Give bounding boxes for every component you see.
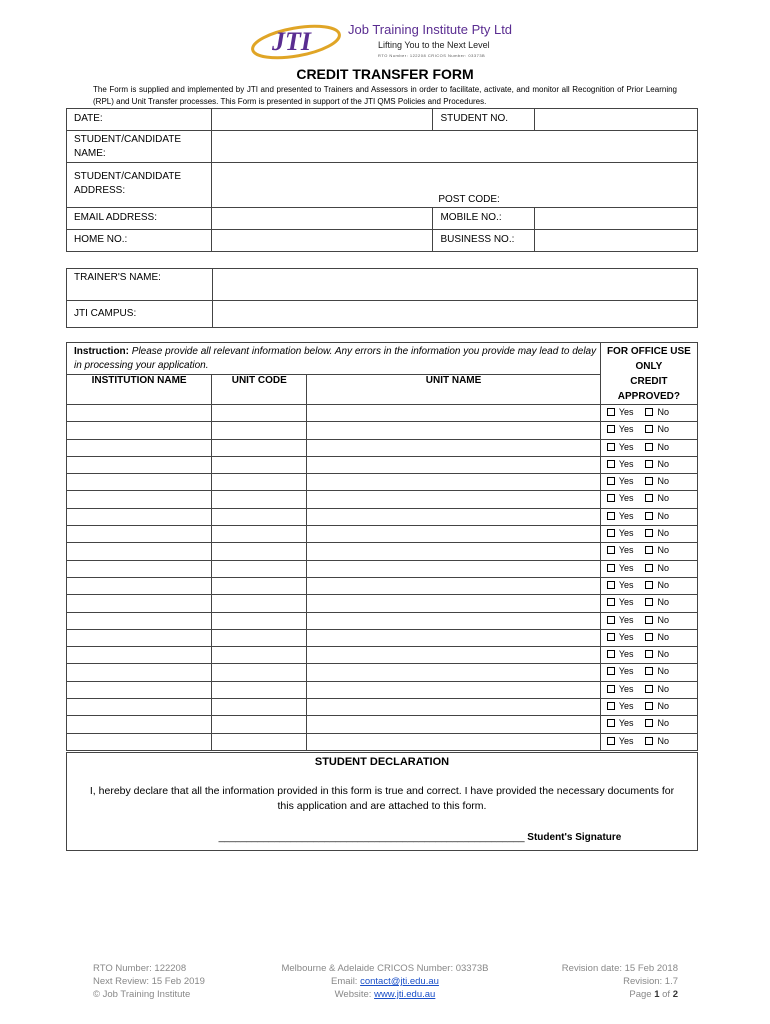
unit-name-cell[interactable] — [307, 716, 601, 733]
no-option[interactable] — [645, 580, 669, 590]
name-label: STUDENT/CANDIDATE NAME: — [67, 131, 212, 163]
no-option[interactable] — [645, 701, 669, 711]
no-option[interactable] — [645, 442, 669, 452]
unit-row — [67, 699, 698, 716]
institution-name-cell[interactable] — [67, 543, 212, 560]
office-use-header — [600, 343, 697, 405]
institution-name-cell[interactable] — [67, 526, 212, 543]
checkbox-icon — [645, 737, 653, 745]
institution-name-cell[interactable] — [67, 508, 212, 525]
yes-option[interactable] — [607, 459, 634, 469]
unit-code-cell[interactable] — [212, 612, 307, 629]
unit-row — [67, 664, 698, 681]
yes-option[interactable] — [607, 424, 634, 434]
no-option[interactable] — [645, 424, 669, 434]
business-label: BUSINESS NO.: — [433, 230, 535, 252]
footer-left — [93, 962, 205, 1001]
footer-page: Page 1 of 2 — [629, 989, 678, 1000]
yes-label: Yes — [618, 510, 634, 521]
form-intro: The Form is supplied and implemented by JTI and presented to Trainers and Assessors in order to facilitate, activate, and monitor all Recognition of Prior Learning (RPL) and Unit Transfer processes. This Form is presented in support of the JTI QMS Policies and Procedures. — [93, 85, 677, 106]
unit-row — [67, 681, 698, 698]
yes-option[interactable] — [607, 407, 634, 417]
checkbox-icon — [607, 546, 615, 554]
institution-name-cell[interactable] — [67, 560, 212, 577]
yes-option[interactable] — [607, 701, 634, 711]
checkbox-icon — [607, 650, 615, 658]
date-field[interactable] — [212, 109, 433, 131]
unit-name-cell[interactable] — [307, 439, 601, 456]
institution-name-cell[interactable] — [67, 595, 212, 612]
credit-approved-cell — [600, 716, 697, 733]
checkbox-icon — [645, 702, 653, 710]
checkbox-icon — [607, 494, 615, 502]
org-tagline: Lifting You to the Next Level — [378, 40, 490, 50]
unit-row — [67, 456, 698, 473]
unit-row — [67, 439, 698, 456]
unit-name-cell[interactable] — [307, 612, 601, 629]
yes-label: Yes — [618, 666, 634, 677]
institution-name-cell[interactable] — [67, 733, 212, 750]
checkbox-icon — [607, 667, 615, 675]
no-label: No — [657, 735, 669, 746]
home-label: HOME NO.: — [67, 230, 212, 252]
checkbox-icon — [607, 477, 615, 485]
unit-name-cell[interactable] — [307, 629, 601, 646]
credit-approved-cell — [600, 526, 697, 543]
unit-code-cell[interactable] — [212, 543, 307, 560]
no-label: No — [657, 631, 669, 642]
checkbox-icon — [607, 702, 615, 710]
checkbox-icon — [645, 667, 653, 675]
checkbox-icon — [607, 719, 615, 727]
instruction-label: Instruction: — [74, 346, 129, 357]
institution-name-cell[interactable] — [67, 405, 212, 422]
no-label: No — [657, 493, 669, 504]
unit-name-cell[interactable] — [307, 474, 601, 491]
no-label: No — [657, 545, 669, 556]
credit-approved-cell — [600, 543, 697, 560]
home-field[interactable] — [212, 230, 433, 252]
logo-text: JTI — [272, 27, 311, 56]
footer-next-review: Next Review: 15 Feb 2019 — [93, 976, 205, 987]
no-label: No — [657, 441, 669, 452]
unit-row — [67, 595, 698, 612]
credit-approved-cell — [600, 577, 697, 594]
checkbox-icon — [607, 512, 615, 520]
checkbox-icon — [645, 633, 653, 641]
unit-code-cell[interactable] — [212, 629, 307, 646]
credit-approved-cell — [600, 474, 697, 491]
checkbox-icon — [607, 529, 615, 537]
jti-logo-icon — [250, 18, 350, 62]
checkbox-icon — [645, 546, 653, 554]
yes-label: Yes — [618, 735, 634, 746]
declaration-title: STUDENT DECLARATION — [314, 756, 450, 768]
institution-name-cell[interactable] — [67, 474, 212, 491]
checkbox-icon — [645, 581, 653, 589]
unit-row — [67, 647, 698, 664]
checkbox-icon — [645, 719, 653, 727]
checkbox-icon — [645, 477, 653, 485]
credit-approved-cell — [600, 456, 697, 473]
date-label: DATE: — [67, 109, 212, 131]
yes-label: Yes — [618, 528, 634, 539]
unit-code-cell[interactable] — [212, 716, 307, 733]
footer-website-label: Website: — [334, 989, 375, 1000]
footer-center — [252, 962, 518, 1001]
unit-code-cell[interactable] — [212, 439, 307, 456]
student-no-label: STUDENT NO. — [433, 109, 535, 131]
institution-name-cell[interactable] — [67, 439, 212, 456]
institution-name-cell[interactable] — [67, 491, 212, 508]
no-label: No — [657, 666, 669, 677]
checkbox-icon — [645, 616, 653, 624]
yes-label: Yes — [618, 701, 634, 712]
yes-option[interactable] — [607, 615, 634, 625]
yes-option[interactable] — [607, 511, 634, 521]
no-label: No — [657, 424, 669, 435]
no-option[interactable] — [645, 563, 669, 573]
unit-code-cell[interactable] — [212, 474, 307, 491]
unit-name-cell[interactable] — [307, 647, 601, 664]
yes-option[interactable] — [607, 597, 634, 607]
address-label: STUDENT/CANDIDATE ADDRESS: — [67, 163, 212, 208]
unit-name-cell[interactable] — [307, 681, 601, 698]
checkbox-icon — [607, 564, 615, 572]
unit-name-cell[interactable] — [307, 456, 601, 473]
checkbox-icon — [607, 598, 615, 606]
checkbox-icon — [645, 650, 653, 658]
checkbox-icon — [645, 512, 653, 520]
unit-code-cell[interactable] — [212, 422, 307, 439]
institution-name-cell[interactable] — [67, 647, 212, 664]
student-details-table — [66, 108, 698, 252]
unit-row — [67, 733, 698, 750]
unit-code-cell[interactable] — [212, 681, 307, 698]
mobile-label: MOBILE NO.: — [433, 208, 535, 230]
checkbox-icon — [607, 460, 615, 468]
unit-row — [67, 405, 698, 422]
unit-row — [67, 491, 698, 508]
no-option[interactable] — [645, 493, 669, 503]
no-label: No — [657, 476, 669, 487]
checkbox-icon — [607, 581, 615, 589]
footer-rto: RTO Number: 122208 — [93, 963, 187, 974]
unit-name-cell[interactable] — [307, 405, 601, 422]
business-field[interactable] — [535, 230, 698, 252]
campus-field[interactable] — [213, 301, 698, 328]
yes-label: Yes — [618, 579, 634, 590]
unit-name-cell[interactable] — [307, 664, 601, 681]
unit-code-cell[interactable] — [212, 595, 307, 612]
institution-name-cell[interactable] — [67, 422, 212, 439]
credit-approved-cell — [600, 422, 697, 439]
no-label: No — [657, 683, 669, 694]
yes-option[interactable] — [607, 493, 634, 503]
no-option[interactable] — [645, 632, 669, 642]
instruction-cell — [67, 343, 601, 375]
checkbox-icon — [607, 616, 615, 624]
unit-code-cell[interactable] — [212, 526, 307, 543]
checkbox-icon — [645, 564, 653, 572]
unit-code-cell[interactable] — [212, 491, 307, 508]
yes-label: Yes — [618, 424, 634, 435]
unit-code-cell[interactable] — [212, 699, 307, 716]
col-unit-name: UNIT NAME — [307, 374, 601, 405]
no-option[interactable] — [645, 528, 669, 538]
unit-code-cell[interactable] — [212, 560, 307, 577]
footer-email-link[interactable]: contact@jti.edu.au — [360, 976, 439, 987]
unit-row — [67, 612, 698, 629]
office-use-label: FOR OFFICE USE ONLY — [606, 346, 691, 372]
checkbox-icon — [645, 408, 653, 416]
no-label: No — [657, 528, 669, 539]
unit-row — [67, 716, 698, 733]
yes-label: Yes — [618, 649, 634, 660]
no-option[interactable] — [645, 407, 669, 417]
no-option[interactable] — [645, 684, 669, 694]
footer-website-link[interactable]: www.jti.edu.au — [374, 989, 436, 1000]
footer-right — [562, 962, 678, 1001]
form-title: CREDIT TRANSFER FORM — [296, 66, 474, 82]
checkbox-icon — [645, 598, 653, 606]
footer-email-label: Email: — [331, 976, 361, 987]
no-option[interactable] — [645, 597, 669, 607]
yes-label: Yes — [618, 718, 634, 729]
unit-row — [67, 560, 698, 577]
unit-name-cell[interactable] — [307, 699, 601, 716]
institution-name-cell[interactable] — [67, 664, 212, 681]
yes-label: Yes — [618, 493, 634, 504]
unit-code-cell[interactable] — [212, 647, 307, 664]
signature-underline: _______________________________________________________ — [218, 832, 525, 843]
checkbox-icon — [607, 425, 615, 433]
yes-label: Yes — [618, 597, 634, 608]
checkbox-icon — [645, 685, 653, 693]
no-label: No — [657, 458, 669, 469]
mobile-field[interactable] — [535, 208, 698, 230]
institution-name-cell[interactable] — [67, 612, 212, 629]
credit-approved-cell — [600, 612, 697, 629]
yes-option[interactable] — [607, 632, 634, 642]
unit-name-cell[interactable] — [307, 526, 601, 543]
checkbox-icon — [645, 443, 653, 451]
checkbox-icon — [607, 633, 615, 641]
unit-name-cell[interactable] — [307, 422, 601, 439]
checkbox-icon — [645, 425, 653, 433]
yes-option[interactable] — [607, 718, 634, 728]
yes-label: Yes — [618, 683, 634, 694]
unit-code-cell[interactable] — [212, 664, 307, 681]
unit-row — [67, 543, 698, 560]
trainer-table — [66, 268, 698, 328]
checkbox-icon — [607, 737, 615, 745]
unit-name-cell[interactable] — [307, 543, 601, 560]
institution-name-cell[interactable] — [67, 577, 212, 594]
unit-row — [67, 577, 698, 594]
no-label: No — [657, 562, 669, 573]
yes-option[interactable] — [607, 649, 634, 659]
unit-code-cell[interactable] — [212, 456, 307, 473]
declaration-table — [66, 752, 698, 851]
yes-label: Yes — [618, 631, 634, 642]
unit-name-cell[interactable] — [307, 508, 601, 525]
declaration-cell — [67, 753, 698, 851]
footer-revision: Revision: 1.7 — [623, 976, 678, 987]
no-option[interactable] — [645, 545, 669, 555]
credit-approved-cell — [600, 647, 697, 664]
declaration-text: I, hereby declare that all the information provided in this form is true and correct. I have provided the necessary documents for this application and are attached to this form. — [89, 785, 675, 812]
yes-label: Yes — [618, 407, 634, 417]
no-option[interactable] — [645, 666, 669, 676]
institution-name-cell[interactable] — [67, 456, 212, 473]
checkbox-icon — [645, 460, 653, 468]
footer-cricos: Melbourne & Adelaide CRICOS Number: 03373B — [281, 963, 489, 974]
name-field[interactable] — [212, 131, 698, 163]
yes-label: Yes — [618, 458, 634, 469]
unit-row — [67, 474, 698, 491]
email-label: EMAIL ADDRESS: — [67, 208, 212, 230]
checkbox-icon — [607, 408, 615, 416]
footer-revision-date: Revision date: 15 Feb 2018 — [561, 963, 678, 974]
yes-label: Yes — [618, 545, 634, 556]
unit-name-cell[interactable] — [307, 577, 601, 594]
credit-approved-cell — [600, 405, 697, 422]
address-field[interactable] — [212, 163, 698, 208]
col-institution-name: INSTITUTION NAME — [67, 374, 212, 405]
no-option[interactable] — [645, 649, 669, 659]
yes-option[interactable] — [607, 442, 634, 452]
no-option[interactable] — [645, 476, 669, 486]
signature-line[interactable] — [67, 814, 697, 843]
credit-approved-cell — [600, 595, 697, 612]
unit-name-cell[interactable] — [307, 733, 601, 750]
no-option[interactable] — [645, 736, 669, 746]
jti-logo — [250, 18, 530, 62]
no-label: No — [657, 597, 669, 608]
yes-option[interactable] — [607, 476, 634, 486]
no-label: No — [657, 579, 669, 590]
credit-approved-cell — [600, 733, 697, 750]
unit-name-cell[interactable] — [307, 560, 601, 577]
unit-row — [67, 629, 698, 646]
instruction-text: Please provide all relevant information below. Any errors in the information you provide may lead to delay in processing your application. — [74, 346, 597, 371]
checkbox-icon — [645, 529, 653, 537]
yes-option[interactable] — [607, 563, 634, 573]
no-option[interactable] — [645, 718, 669, 728]
student-no-field[interactable] — [535, 109, 698, 131]
yes-option[interactable] — [607, 580, 634, 590]
yes-label: Yes — [618, 614, 634, 625]
yes-label: Yes — [618, 441, 634, 452]
col-unit-code: UNIT CODE — [212, 374, 307, 405]
no-label: No — [657, 407, 669, 417]
footer-copyright: © Job Training Institute — [93, 989, 191, 1000]
email-field[interactable] — [212, 208, 433, 230]
no-label: No — [657, 510, 669, 521]
credit-approved-cell — [600, 681, 697, 698]
institution-name-cell[interactable] — [67, 716, 212, 733]
yes-label: Yes — [618, 476, 634, 487]
no-option[interactable] — [645, 459, 669, 469]
no-label: No — [657, 614, 669, 625]
unit-name-cell[interactable] — [307, 595, 601, 612]
yes-option[interactable] — [607, 736, 634, 746]
unit-name-cell[interactable] — [307, 491, 601, 508]
credit-approved-cell — [600, 664, 697, 681]
yes-option[interactable] — [607, 528, 634, 538]
credit-approved-cell — [600, 439, 697, 456]
no-label: No — [657, 649, 669, 660]
checkbox-icon — [607, 443, 615, 451]
unit-code-cell[interactable] — [212, 405, 307, 422]
post-code-label: POST CODE: — [438, 194, 500, 205]
credit-approved-cell — [600, 491, 697, 508]
institution-name-cell[interactable] — [67, 699, 212, 716]
no-option[interactable] — [645, 615, 669, 625]
yes-option[interactable] — [607, 684, 634, 694]
no-label: No — [657, 718, 669, 729]
institution-name-cell[interactable] — [67, 681, 212, 698]
logo-small-print: RTO Number: 122208 CRICOS Number: 03373B — [378, 53, 486, 58]
yes-label: Yes — [618, 562, 634, 573]
credit-approved-label: CREDIT APPROVED? — [617, 376, 681, 402]
unit-code-cell[interactable] — [212, 508, 307, 525]
unit-row — [67, 422, 698, 439]
trainer-name-field[interactable] — [213, 269, 698, 301]
yes-option[interactable] — [607, 545, 634, 555]
unit-code-cell[interactable] — [212, 733, 307, 750]
credit-approved-cell — [600, 629, 697, 646]
units-table — [66, 342, 698, 751]
credit-approved-cell — [600, 560, 697, 577]
signature-label: Student's Signature — [524, 832, 622, 843]
unit-code-cell[interactable] — [212, 577, 307, 594]
unit-row — [67, 508, 698, 525]
campus-label: JTI CAMPUS: — [67, 301, 213, 328]
no-label: No — [657, 701, 669, 712]
yes-option[interactable] — [607, 666, 634, 676]
org-name: Job Training Institute Pty Ltd — [348, 22, 513, 37]
unit-row — [67, 526, 698, 543]
credit-approved-cell — [600, 699, 697, 716]
checkbox-icon — [645, 494, 653, 502]
credit-approved-cell — [600, 508, 697, 525]
institution-name-cell[interactable] — [67, 629, 212, 646]
trainer-name-label: TRAINER'S NAME: — [67, 269, 213, 301]
checkbox-icon — [607, 685, 615, 693]
no-option[interactable] — [645, 511, 669, 521]
